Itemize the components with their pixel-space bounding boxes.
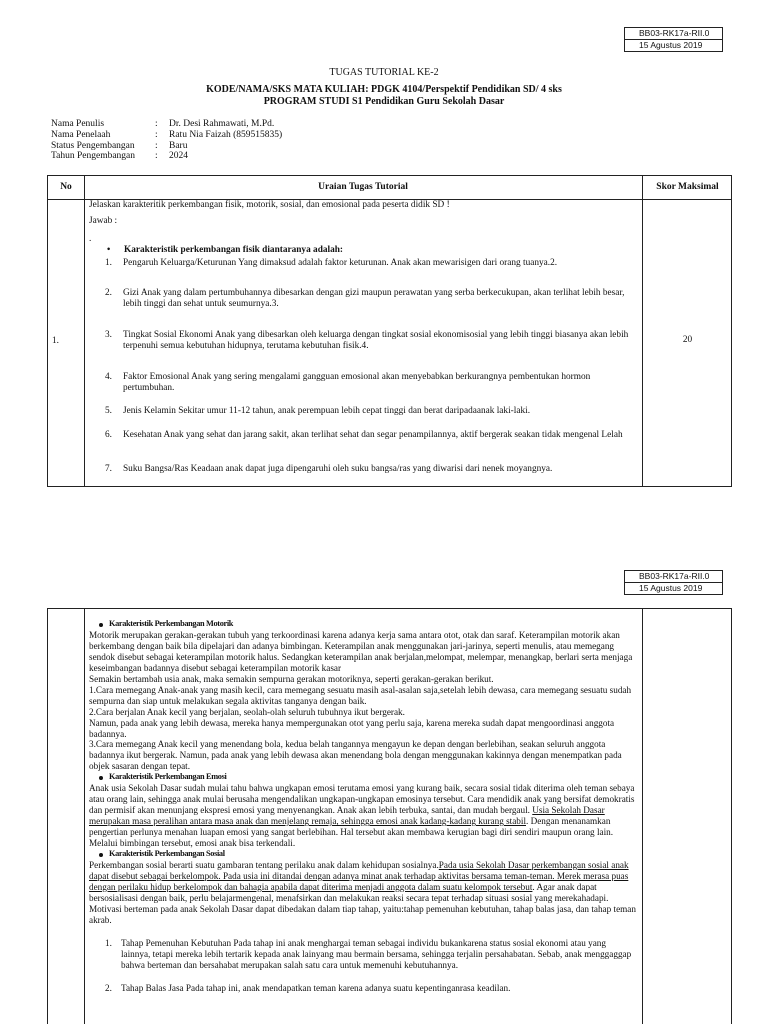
item-text: Tahap Pemenuhan Kebutuhan Pada tahap ini anak menghargai teman sebagai individu bukankarena status sosial ekonomi atau yang lainnya, tetapi mereka lebih tertarik kepada anak lainyang mau bermain bersama, sehingga terjalin persahabatan. Sebab, anak menggaggap bahwa berteman dan bersahabat merupakan salah satu cara untuk memenuhi kebutuhannya. — [121, 937, 632, 970]
underlined-text: Usia Sekolah Dasar merupakan masa peralihan antara masa anak dan menjelang remaja, sehingga emosi anak kadang-kadang kurang stabil — [89, 805, 605, 827]
item-number: 4. — [105, 372, 112, 382]
paragraph: Motorik merupakan gerakan-gerakan tubuh yang terkoordinasi karena adanya kerja sama antara otot, otak dan saraf. Keterampilan motorik akan berkembang dengan baik bila dipelajari dan adanya bimbingan. Keterampilan anak menggunakan jari-jarinya, seperti menulis, atau memegang sendok disebut sebagai keterampilan motorik halus. Sedangkan keterampilan anak berjalan,melompat, melempar, menangkap, berlari serta menjaga keseimbangan badannya disebut sebagai keterampilan motorik kasar — [89, 629, 633, 673]
meta-row: Status Pengembangan : Baru — [51, 140, 188, 151]
paragraph: 3.Cara memegang Anak kecil yang menendang bola, kedua belah tangannya mengayun ke depan dengan berlebihan, seakan seluruh anggota badannya ikut bergerak. Namun, pada anak yang lebih dewasa akan menendang bola dengan menggunakan kakinnya dengan menempatkan pada objek sasaran dengan tepat. — [89, 739, 622, 772]
fisik-heading-text: Karakteristik perkembangan fisik diantaranya adalah: — [124, 245, 344, 255]
item-number: 2. — [105, 982, 112, 993]
item-number: 6. — [105, 430, 112, 440]
list-item — [105, 330, 640, 351]
document-code: BB03-RK17a-RII.0 — [639, 28, 710, 38]
item-number: 7. — [105, 464, 112, 474]
paragraph: Namun, pada anak yang lebih dewasa, mereka hanya mempergunakan otot yang perlu saja, karena mereka sudah dapat mengoordinasi anggota badannya. — [89, 717, 615, 739]
motorik-heading: Karakteristik Perkembangan Motorik — [89, 619, 637, 630]
fisik-heading: • Karakteristik perkembangan fisik diantaranya adalah: — [107, 245, 344, 255]
text-run: . Agar anak dapat bersosialisasi dengan baik, perlu belajarmengenal, menafsirkan dan melakukan reaksi secara tepat terhadap situasi sosial yang merekahadapi. Motivasi berteman pada anak Sekolah Dasar dapat dibedakan dalam tiap tahap, yaitu:tahap pemenuhan kebutuhan, tahap balas jasa, dan tahap teman akrab. — [89, 881, 636, 925]
dot-mark: . — [89, 234, 92, 244]
meta-row: Nama Penelaah : Ratu Nia Faizah (859515835) — [51, 129, 283, 140]
list-item — [105, 372, 640, 393]
assignment-title: TUGAS TUTORIAL KE-2 — [329, 67, 439, 78]
meta-row: Tahun Pengembangan : 2024 — [51, 151, 188, 162]
col-header-skor: Skor Maksimal — [656, 182, 719, 192]
document-code: BB03-RK17a-RII.0 — [639, 571, 710, 581]
meta-key: Tahun Pengembangan — [51, 151, 136, 162]
document-code-box — [624, 570, 723, 595]
item-text: Tahap Balas Jasa Pada tahap ini, anak mendapatkan teman karena adanya suatu kepentinganrasa keadilan. — [121, 982, 511, 993]
list-item — [89, 938, 637, 971]
item-text: Suku Bangsa/Ras Keadaan anak dapat juga dipengaruhi oleh suku bangsa/ras yang diwarisi dari nenek moyangnya. — [123, 464, 553, 474]
document-date: 15 Agustus 2019 — [625, 582, 722, 594]
answer-label: Jawab : — [89, 216, 118, 226]
row-score: 20 — [682, 335, 693, 345]
program-line: PROGRAM STUDI S1 Pendidikan Guru Sekolah Dasar — [263, 96, 505, 107]
item-number: 2. — [105, 288, 112, 298]
col-header-no: No — [60, 182, 72, 192]
list-item — [89, 983, 637, 994]
row-number: 1. — [52, 336, 59, 346]
document-code-box — [624, 27, 723, 52]
meta-row: Nama Penulis : Dr. Desi Rahmawati, M.Pd. — [51, 119, 275, 129]
item-number: 1. — [105, 258, 112, 268]
list-item — [105, 464, 640, 475]
item-text: Faktor Emosional Anak yang sering mengalami gangguan emosional akan menyebabkan berkurangnya pembentukan hormon pertumbuhan. — [123, 372, 591, 393]
page-2-answer-body — [89, 619, 637, 994]
col-header-uraian: Uraian Tugas Tutorial — [318, 182, 408, 192]
list-item — [105, 288, 640, 309]
sosial-heading: Karakteristik Perkembangan Sosial — [89, 849, 637, 860]
paragraph — [89, 860, 637, 926]
item-text: Kesehatan Anak yang sehat dan jarang sakit, akan terlihat sehat dan segar penampilannya, aktif bergerak seakan tidak mengenal Lelah — [123, 430, 623, 440]
item-number: 1. — [105, 937, 112, 948]
meta-key: Nama Penulis — [51, 119, 105, 129]
list-item — [105, 406, 640, 417]
meta-key: Nama Penelaah — [51, 129, 111, 140]
document-meta — [51, 119, 282, 162]
paragraph: Semakin bertambah usia anak, maka semakin sempurna gerakan motoriknya, seperti gerakan-gerakan berikut. — [89, 673, 494, 684]
meta-value: Dr. Desi Rahmawati, M.Pd. — [169, 119, 275, 129]
list-item — [105, 258, 640, 269]
item-text: Pengaruh Keluarga/Keturunan Yang dimaksud adalah faktor keturunan. Anak akan mewarisigen dari orang tuanya.2. — [123, 258, 558, 268]
item-text: Jenis Kelamin Sekitar umur 11-12 tahun, anak perempuan lebih cepat tinggi dan berat daripadaanak laki-laki. — [123, 406, 531, 416]
item-text: Gizi Anak yang dalam pertumbuhannya dibesarkan dengan gizi maupun perawatan yang serba berkecukupan, akan terlihat lebih besar, lebih tinggi dan sehat untuk seumurnya.3. — [123, 288, 625, 309]
list-item — [105, 430, 640, 441]
document-date: 15 Agustus 2019 — [625, 39, 722, 51]
meta-key: Status Pengembangan — [51, 140, 135, 151]
question-text: Jelaskan karakteritik perkembangan fisik, motorik, sosial, dan emosional pada peserta didik SD ! — [89, 200, 450, 210]
text-run: Perkembangan sosial berarti suatu gambaran tentang perilaku anak dalam kehidupan sosialnya. — [89, 859, 439, 870]
paragraph: 1.Cara memegang Anak-anak yang masih kecil, cara memegang sesuatu masih asal-asalan saja,setelah lebih dewasa, cara memegang sesuatu sudah sempurna dan siap untuk melakukan segala aktivitas tanganya dengan baik. — [89, 684, 632, 706]
page-gap — [0, 500, 768, 560]
item-number: 5. — [105, 406, 112, 416]
text-run: . Dengan menanamkan pengertian perlunya menahan luapan emosi yang sangat berlebihan. Hal tersebut akan membawa kerugian bagi diri sendiri maupun orang lain. Melalui bimbingan tersebut, emosi anak bisa terkendali. — [89, 816, 614, 849]
page-1 — [0, 0, 768, 500]
underlined-text: Pada usia Sekolah Dasar perkembangan sosial anak dapat disebut sebagai berkelompok. Pada usia ini ditandai dengan adanya minat anak terhadap aktivitas bersama teman-teman. Merek merasa puas dengan perilaku hidup berkelompok dan bahagia apabila dapat diterima menjadi anggota dalam suatu kelompok tersebut — [89, 859, 629, 892]
item-text: Tingkat Sosial Ekonomi Anak yang dibesarkan oleh keluarga dengan tingkat sosial ekonomisosial yang lebih tinggi biasanya akan lebih terpenuhi semua kebutuhan hidupnya, terutama kebutuhan fisik.4. — [123, 330, 629, 351]
meta-value: Ratu Nia Faizah (859515835) — [169, 129, 283, 140]
paragraph — [89, 783, 637, 849]
item-number: 3. — [105, 330, 112, 340]
course-line: KODE/NAMA/SKS MATA KULIAH: PDGK 4104/Perspektif Pendidikan SD/ 4 sks — [206, 84, 562, 95]
paragraph: 2.Cara berjalan Anak kecil yang berjalan, seolah-olah seluruh tubuhnya ikut bergerak. — [89, 706, 405, 717]
meta-value: 2024 — [169, 151, 188, 162]
text-run: Anak usia Sekolah Dasar sudah mulai tahu bahwa ungkapan emosi terutama emosi yang kurang baik, secara sosial tidak diterima oleh teman sebaya atau orang lain, sehingga anak mulai berusaha mengendalikan ungkapan-ungkapan emosinya tersebut. Cara mendidik anak yang bersifat demokratis dan permisif akan menunjang ekspresi emosi yang menyenangkan. Anak akan lebih terbuka, santai, dan mudah bergaul. — [89, 783, 635, 816]
emosi-heading: Karakteristik Perkembangan Emosi — [89, 772, 637, 783]
meta-value: Baru — [169, 140, 188, 151]
